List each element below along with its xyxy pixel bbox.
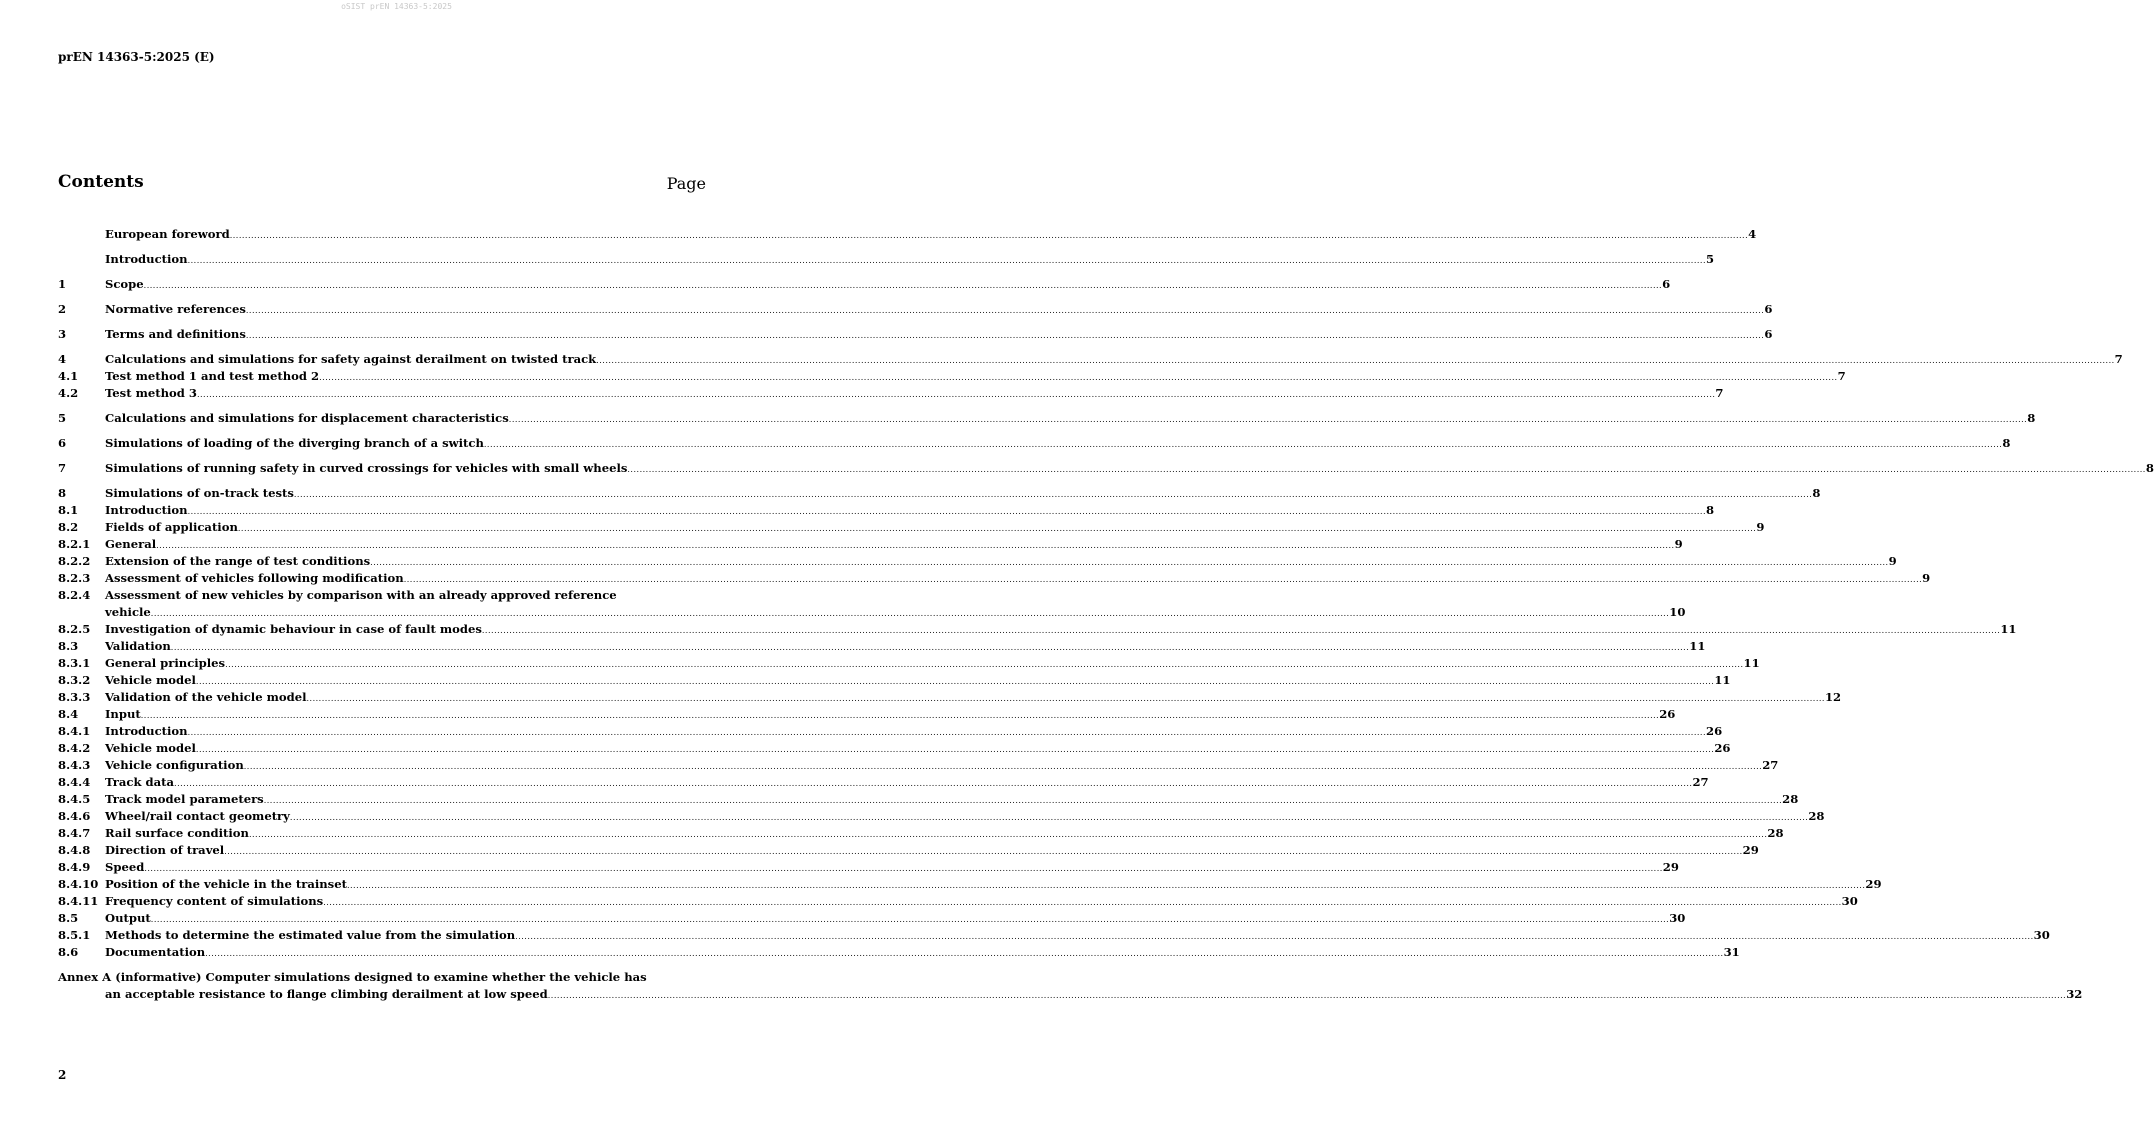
toc-entry[interactable]	[58, 842, 1759, 859]
toc-entry-title: Test method 1 and test method 2	[105, 369, 320, 383]
toc-entry-page: 27	[1692, 775, 1709, 789]
toc-entry-page: 8	[2145, 461, 2154, 475]
toc-entry[interactable]	[58, 740, 1731, 757]
toc-leader-dots	[225, 656, 1743, 673]
toc-entry-title: Validation of the vehicle model	[105, 690, 307, 704]
toc-entry-page: 30	[2033, 928, 2050, 942]
toc-entry-title: Extension of the range of test conditions	[105, 554, 371, 568]
toc-entry-number: 8.2	[58, 520, 79, 534]
toc-leader-dots	[188, 252, 1706, 269]
toc-entry-title: Introduction	[105, 724, 188, 738]
toc-entry[interactable]	[58, 944, 1740, 961]
toc-leader-dots	[246, 327, 1764, 344]
toc-entry-number: 8.2.1	[58, 537, 91, 551]
toc-entry[interactable]	[58, 706, 1676, 723]
toc-leader-dots	[482, 622, 2000, 639]
toc-leader-dots	[151, 911, 1669, 928]
toc-entry-title: Vehicle model	[105, 741, 196, 755]
toc-entry-title: Normative references	[105, 302, 246, 316]
toc-entry-title: Test method 3	[105, 386, 197, 400]
toc-entry-number: 8.6	[58, 945, 79, 959]
toc-entry-title: Speed	[105, 860, 145, 874]
toc-entry-page: 8	[2002, 436, 2011, 450]
toc-entry-page: 7	[2114, 352, 2123, 366]
toc-entry-title: Rail surface condition	[105, 826, 249, 840]
toc-entry-title: Direction of travel	[105, 843, 225, 857]
toc-entry-number: 8.4.2	[58, 741, 91, 755]
toc-entry-page: 7	[1715, 386, 1724, 400]
toc-entry[interactable]	[58, 301, 1773, 318]
toc-entry-number: 8.3.2	[58, 673, 91, 687]
document-id: prEN 14363-5:2025 (E)	[58, 50, 215, 64]
toc-entry-number: 8.2.3	[58, 571, 91, 585]
toc-leader-dots	[238, 520, 1756, 537]
toc-entry-page: 7	[1837, 369, 1846, 383]
toc-entry-page: 26	[1659, 707, 1676, 721]
toc-entry[interactable]	[58, 604, 1686, 621]
toc-leader-dots	[627, 461, 2145, 478]
toc-entry-number: 1	[58, 277, 67, 291]
table-of-contents	[58, 226, 2154, 1003]
toc-annex-page: 32	[2066, 987, 2083, 1001]
toc-leader-dots	[197, 386, 1715, 403]
toc-entry[interactable]	[58, 410, 2036, 427]
toc-entry[interactable]	[58, 570, 1931, 587]
toc-leader-dots	[156, 537, 1674, 554]
toc-entry-page: 29	[1865, 877, 1882, 891]
toc-entry-number: 8.2.5	[58, 622, 91, 636]
toc-entry-title: General	[105, 537, 157, 551]
toc-leader-dots	[347, 877, 1865, 894]
toc-entry-number: 4.2	[58, 386, 79, 400]
toc-entry[interactable]	[58, 519, 1765, 536]
toc-leader-dots	[370, 554, 1888, 571]
toc-entry[interactable]	[58, 791, 1799, 808]
toc-entry-title: Terms and definitions	[105, 327, 246, 341]
toc-entry-number: 8.1	[58, 503, 79, 517]
toc-leader-dots	[246, 302, 1764, 319]
toc-entry[interactable]	[58, 368, 1846, 385]
toc-leader-dots	[290, 809, 1808, 826]
toc-entry-number: 3	[58, 327, 67, 341]
toc-entry-page: 9	[1922, 571, 1931, 585]
toc-leader-dots	[484, 436, 2002, 453]
toc-entry-number: 8.4.3	[58, 758, 91, 772]
toc-entry-number: 7	[58, 461, 67, 475]
toc-entry-page: 28	[1808, 809, 1825, 823]
toc-entry[interactable]	[58, 460, 2154, 477]
toc-entry-number: 8.4.5	[58, 792, 91, 806]
toc-annex-entry-cont[interactable]	[58, 986, 2083, 1003]
toc-entry-title: Track model parameters	[105, 792, 264, 806]
toc-entry-number: 8.5.1	[58, 928, 91, 942]
toc-entry[interactable]	[58, 672, 1731, 689]
toc-entry-title: Calculations and simulations for displacement characteristics	[105, 411, 509, 425]
toc-entry[interactable]	[58, 825, 1784, 842]
toc-entry[interactable]	[58, 774, 1709, 791]
toc-leader-dots	[230, 227, 1748, 244]
toc-entry-title: Vehicle configuration	[105, 758, 244, 772]
toc-entry-title: Simulations of running safety in curved crossings for vehicles with small wheels	[105, 461, 628, 475]
page-number: 2	[58, 1068, 67, 1082]
toc-entry-page: 11	[2000, 622, 2017, 636]
toc-leader-dots	[188, 724, 1706, 741]
toc-entry[interactable]	[58, 536, 1683, 553]
toc-leader-dots	[188, 503, 1706, 520]
toc-entry-title: Position of the vehicle in the trainset	[105, 877, 347, 891]
toc-entry-title: Simulations of on-track tests	[105, 486, 294, 500]
toc-entry[interactable]	[58, 655, 1760, 672]
toc-leader-dots	[323, 894, 1841, 911]
toc-leader-dots	[151, 605, 1669, 622]
toc-entry-number: 8.4.6	[58, 809, 91, 823]
toc-entry[interactable]	[58, 893, 1858, 910]
toc-entry-number: 6	[58, 436, 67, 450]
toc-entry[interactable]	[58, 910, 1686, 927]
toc-entry[interactable]	[58, 808, 1825, 825]
toc-entry-page: 27	[1762, 758, 1779, 772]
toc-leader-dots	[596, 352, 2114, 369]
toc-entry-page: 30	[1669, 911, 1686, 925]
toc-entry-number: 8.2.4	[58, 588, 91, 602]
toc-entry[interactable]	[58, 757, 1779, 774]
toc-leader-dots	[144, 860, 1662, 877]
toc-entry-number: 8.5	[58, 911, 79, 925]
toc-entry-page: 30	[1841, 894, 1858, 908]
toc-entry-number: 2	[58, 302, 67, 316]
toc-entry-title: vehicle	[105, 605, 151, 619]
toc-leader-dots	[196, 673, 1714, 690]
toc-annex-line2: an acceptable resistance to flange climbing derailment at low speed	[105, 987, 548, 1001]
toc-leader-dots	[205, 945, 1723, 962]
toc-entry-title: Vehicle model	[105, 673, 196, 687]
toc-leader-dots	[171, 639, 1689, 656]
toc-entry-page: 6	[1764, 302, 1773, 316]
toc-entry-number: 8.4.11	[58, 894, 99, 908]
toc-entry-page: 9	[1756, 520, 1765, 534]
toc-annex-line1: Annex A (informative) Computer simulations designed to examine whether the vehicle has	[58, 970, 647, 984]
toc-entry-number: 4	[58, 352, 67, 366]
toc-entry-page: 8	[1706, 503, 1715, 517]
toc-entry[interactable]	[58, 435, 2011, 452]
toc-entry-number: 8.3	[58, 639, 79, 653]
toc-entry[interactable]	[58, 638, 1706, 655]
toc-entry-number: 8.3.3	[58, 690, 91, 704]
toc-entry-page: 6	[1764, 327, 1773, 341]
toc-leader-dots	[264, 792, 1782, 809]
toc-entry-page: 29	[1662, 860, 1679, 874]
toc-entry-page: 11	[1714, 673, 1731, 687]
toc-entry-number: 8.4.1	[58, 724, 91, 738]
toc-entry-number: 4.1	[58, 369, 79, 383]
toc-entry[interactable]	[58, 859, 1679, 876]
watermark: oSIST prEN 14363-5:2025	[341, 2, 452, 11]
toc-entry-title: Simulations of loading of the diverging branch of a switch	[105, 436, 484, 450]
toc-entry[interactable]	[58, 326, 1773, 343]
toc-leader-dots	[249, 826, 1767, 843]
toc-entry-title: Methods to determine the estimated value from the simulation	[105, 928, 516, 942]
toc-entry-page: 8	[1812, 486, 1821, 500]
toc-entry[interactable]	[58, 689, 1842, 706]
toc-entry-title: Scope	[105, 277, 144, 291]
toc-entry-number: 8.3.1	[58, 656, 91, 670]
toc-entry-title: Output	[105, 911, 151, 925]
toc-entry-page: 12	[1824, 690, 1842, 704]
toc-entry-number: 8.2.2	[58, 554, 91, 568]
toc-leader-dots	[509, 411, 2027, 428]
toc-entry-number: 5	[58, 411, 67, 425]
toc-entry-number: 8	[58, 486, 67, 500]
toc-page-label: Page	[666, 174, 706, 193]
toc-entry[interactable]	[58, 587, 706, 604]
toc-entry[interactable]	[58, 485, 1821, 502]
toc-entry[interactable]	[58, 927, 2050, 944]
toc-entry-page: 26	[1706, 724, 1723, 738]
toc-entry-page: 26	[1714, 741, 1731, 755]
toc-entry-page: 4	[1748, 227, 1757, 241]
toc-leader-dots	[196, 741, 1714, 758]
toc-entry-number: 8.4.10	[58, 877, 99, 891]
toc-title: Contents	[58, 172, 144, 192]
toc-leader-dots	[144, 277, 1662, 294]
toc-entry-page: 28	[1782, 792, 1799, 806]
toc-leader-dots	[294, 486, 1812, 503]
toc-leader-dots	[515, 928, 2033, 945]
toc-entry-page: 11	[1743, 656, 1760, 670]
toc-entry-page: 10	[1669, 605, 1686, 619]
toc-entry-page: 6	[1662, 277, 1671, 291]
toc-entry-title: Wheel/rail contact geometry	[105, 809, 290, 823]
toc-entry-number: 8.4.8	[58, 843, 91, 857]
toc-entry[interactable]	[58, 251, 1715, 268]
toc-entry-number: 8.4.9	[58, 860, 91, 874]
toc-entry-title: Validation	[105, 639, 171, 653]
toc-leader-dots	[307, 690, 1825, 707]
toc-leader-dots	[548, 987, 2066, 1004]
toc-entries	[58, 226, 2154, 961]
toc-entry-number: 8.4.4	[58, 775, 91, 789]
toc-entry[interactable]	[58, 502, 1715, 519]
toc-entry-title: Fields of application	[105, 520, 238, 534]
toc-entry-page: 8	[2027, 411, 2036, 425]
toc-entry-page: 31	[1723, 945, 1740, 959]
toc-entry[interactable]	[58, 621, 2017, 638]
toc-leader-dots	[404, 571, 1922, 588]
toc-entry[interactable]	[58, 723, 1723, 740]
toc-entry[interactable]	[58, 226, 1757, 243]
toc-leader-dots	[244, 758, 1762, 775]
toc-entry-number: 8.4.7	[58, 826, 91, 840]
toc-entry-page: 29	[1742, 843, 1759, 857]
toc-entry-title: Introduction	[105, 252, 188, 266]
toc-entry-page: 5	[1706, 252, 1715, 266]
toc-entry-title: Input	[105, 707, 141, 721]
toc-entry-page: 11	[1689, 639, 1706, 653]
toc-entry[interactable]	[58, 553, 1897, 570]
toc-entry[interactable]	[58, 276, 1671, 293]
toc-entry-number: 8.4	[58, 707, 79, 721]
toc-leader-dots	[141, 707, 1659, 724]
toc-leader-dots	[224, 843, 1742, 860]
toc-entry-title: Calculations and simulations for safety against derailment on twisted track	[105, 352, 597, 366]
toc-entry-title: General principles	[105, 656, 226, 670]
toc-entry-page: 9	[1674, 537, 1683, 551]
toc-entry-title: Investigation of dynamic behaviour in case of fault modes	[105, 622, 482, 636]
toc-entry-page: 9	[1888, 554, 1897, 568]
toc-annex-entry[interactable]	[58, 969, 706, 986]
toc-entry-page: 28	[1767, 826, 1784, 840]
toc-leader-dots	[319, 369, 1837, 386]
toc-entry[interactable]	[58, 351, 2123, 368]
toc-entry-title: Introduction	[105, 503, 188, 517]
toc-entry-title: European foreword	[105, 227, 230, 241]
toc-entry-title: Track data	[105, 775, 175, 789]
toc-entry-title: Assessment of new vehicles by comparison with an already approved reference	[105, 588, 617, 602]
toc-entry-title: Documentation	[105, 945, 206, 959]
toc-entry-title: Assessment of vehicles following modification	[105, 571, 404, 585]
toc-entry[interactable]	[58, 876, 1882, 893]
toc-entry[interactable]	[58, 385, 1724, 402]
toc-entry-title: Frequency content of simulations	[105, 894, 324, 908]
toc-leader-dots	[174, 775, 1692, 792]
